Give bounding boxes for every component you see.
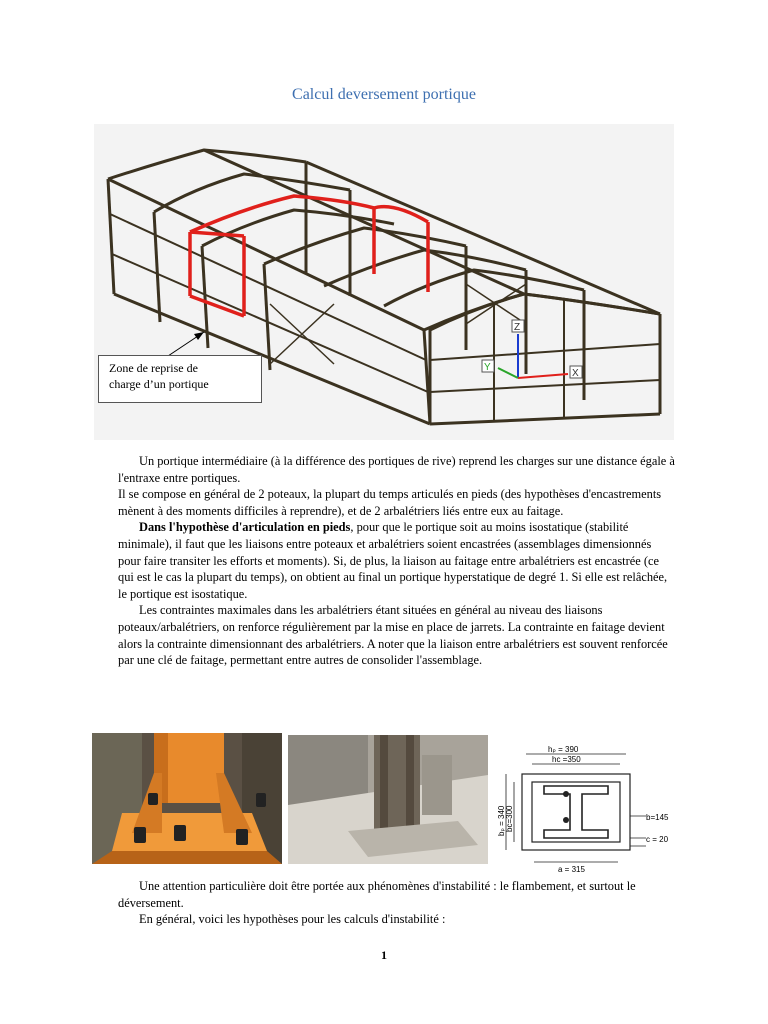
base-plate-dimension-drawing [496, 742, 676, 872]
paragraph-5: Une attention particulière doit être portée aux phénomènes d'instabilité : le flambement, et surtout le déversement. [118, 879, 636, 910]
grey-column-base-photo [288, 735, 488, 864]
paragraph-3: Dans l'hypothèse d'articulation en pieds, pour que le portique soit au moins isostatique (stabilité minimale), il faut que les liaisons entre poteaux et arbalétriers soient encastrées (assemblages dimensionnés pour faire transiter les efforts et moments). Si, de plus, la liaison au faitage entre arbalétriers est encastrée (ce qui est le cas la plupart du temps), on obtient au final un portique hyperstatique de degré 1. Si elle est relâchée, le portique est isostatique. [118, 520, 668, 601]
dim-b: b=145 [646, 813, 669, 822]
axis-z-label: Z [514, 322, 521, 333]
callout-line-1: Zone de reprise de [109, 361, 198, 375]
dim-bc: bᴄ=300 [505, 805, 514, 832]
body-text-2 [118, 878, 676, 928]
dim-hp: hₚ = 390 [548, 745, 579, 754]
page-title: Calcul deversement portique [292, 86, 476, 103]
paragraph-1: Un portique intermédiaire (à la différence des portiques de rive) reprend les charges sur une distance égale à l'entraxe entre portiques. [118, 454, 675, 485]
paragraph-6: En général, voici les hypothèses pour les calculs d'instabilité : [139, 912, 446, 927]
dim-a: a = 315 [558, 865, 585, 872]
body-text [118, 453, 676, 669]
paragraph-3-bold: Dans l'hypothèse d'articulation en pieds [139, 520, 351, 535]
paragraph-2: Il se compose en général de 2 poteaux, la plupart du temps articulés en pieds (des hypothèses d'encastrements mènent à des moments difficiles à reprendre), et de 2 arbalétriers liés entre eux au faitage. [118, 487, 662, 518]
callout-label [98, 355, 262, 403]
paragraph-4: Les contraintes maximales dans les arbalétriers étant situées en général au niveau des liaisons poteaux/arbalétriers, on renforce régulièrement par la mise en place de jarrets. La contrainte en faitage devient alors la contrainte dimensionnant des arbalétriers. A noter que la liaison entre arbalétriers est souvent renforcée par une clé de faitage, permettant entre autres de consolider l'assemblage. [118, 603, 668, 668]
dim-c: c = 20 [646, 835, 669, 844]
dim-bp: bₚ = 340 [497, 805, 506, 836]
callout-line-2: charge d’un portique [109, 377, 209, 391]
dim-hc: hᴄ =350 [552, 755, 581, 764]
axis-y-label: Y [484, 362, 491, 373]
orange-base-plate-photo [92, 733, 282, 864]
axis-x-label: X [572, 368, 579, 379]
page-number: 1 [381, 948, 387, 962]
